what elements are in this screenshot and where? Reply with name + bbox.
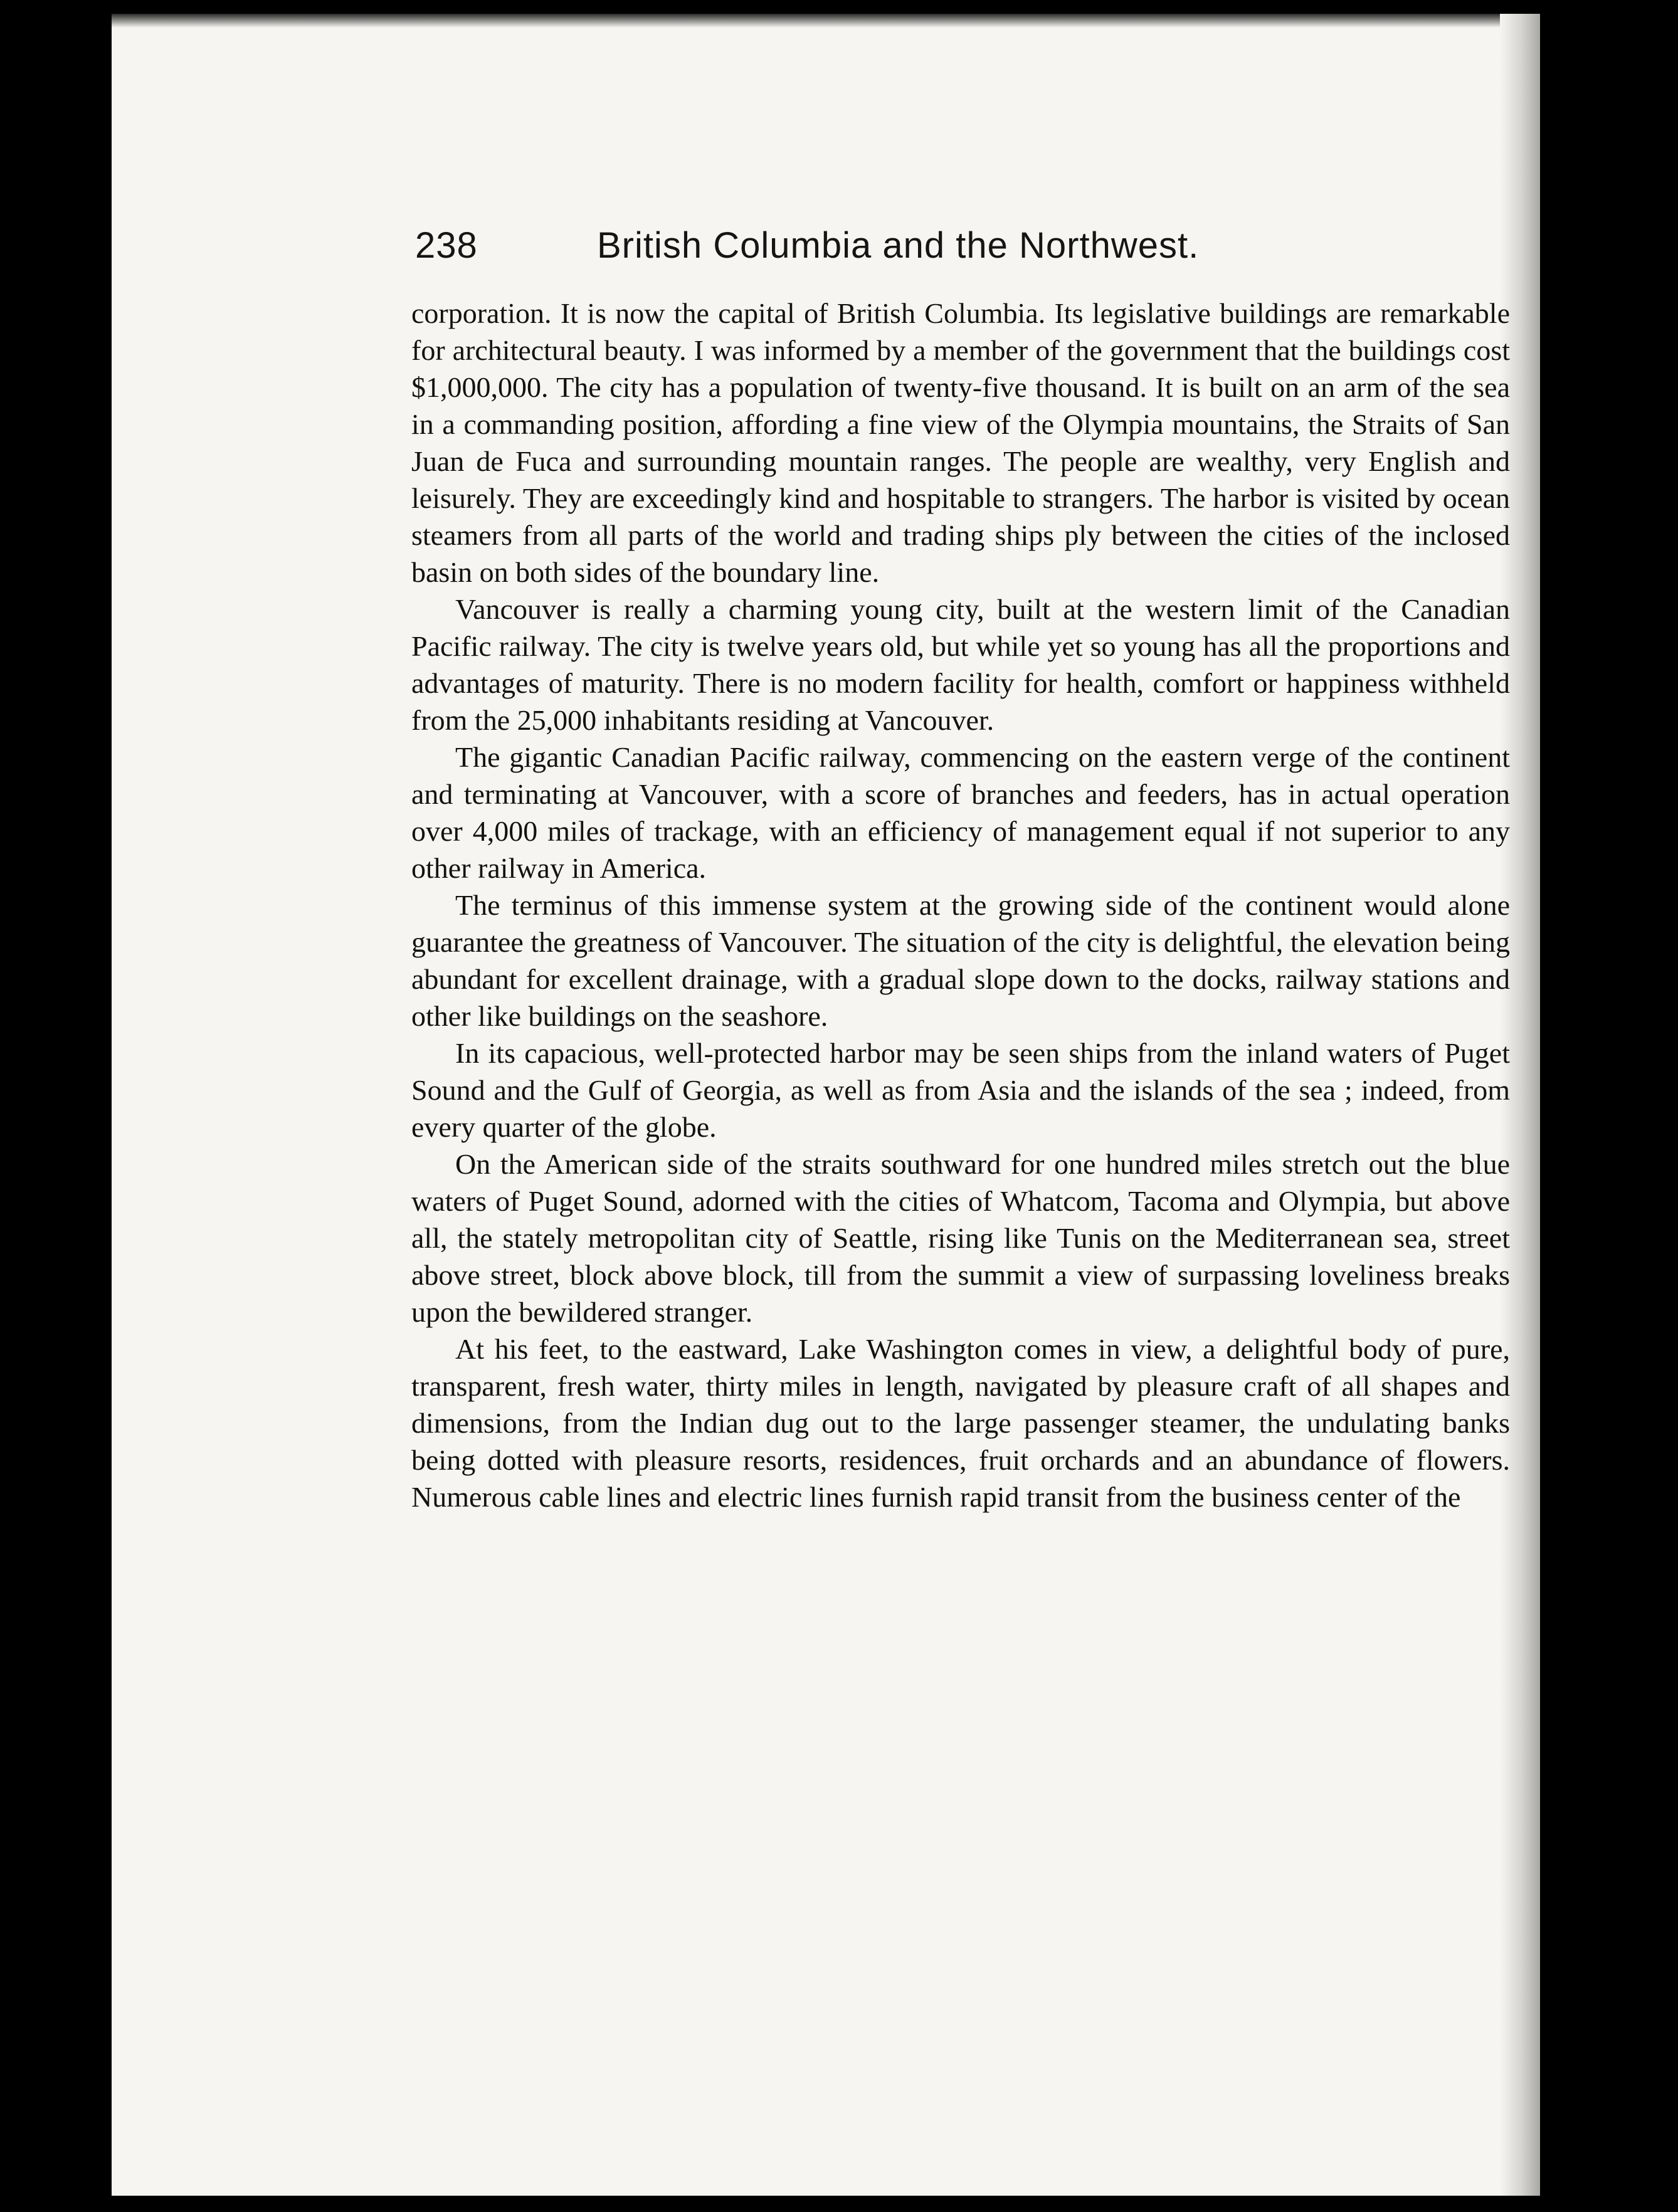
body-text xyxy=(411,295,1510,1925)
paragraph: corporation. It is now the capital of British Columbia. Its legislative buildings are remarkable for architectural beauty. I was informed by a member of the government that the buildings cost $1,000,000. The city has a population of twenty-five thousand. It is built on an arm of the sea in a commanding position, affording a fine view of the Olympia mountains, the Straits of San Juan de Fuca and surrounding mountain ranges. The people are wealthy, very English and leisurely. They are exceedingly kind and hospitable to strangers. The harbor is visited by ocean steamers from all parts of the world and trading ships ply between the cities of the inclosed basin on both sides of the boundary line. xyxy=(411,297,1510,588)
scan-left-margin xyxy=(0,0,112,2212)
paragraph: The terminus of this immense system at the growing side of the continent would alone guarantee the greatness of Vancouver. The situation of the city is delightful, the elevation being abundant for excellent drainage, with a gradual slope down to the docks, railway stations and other like buildings on the seashore. xyxy=(411,889,1510,1032)
paragraph: In its capacious, well-protected harbor may be seen ships from the inland waters of Puget Sound and the Gulf of Georgia, as well as from Asia and the islands of the sea ; indeed, from every quarter of the globe. xyxy=(411,1037,1510,1143)
running-head xyxy=(415,224,1368,275)
book-page xyxy=(112,14,1540,2196)
paragraph: At his feet, to the eastward, Lake Washington comes in view, a delightful body of pure, transparent, fresh water, thirty miles in length, navigated by pleasure craft of all shapes and dimensions, from the Indian dug out to the large passenger steamer, the undulating banks being dotted with pleasure resorts, residences, fruit orchards and an abundance of flowers. Numerous cable lines and electric lines furnish rapid transit from the business center of the xyxy=(411,1333,1510,1513)
paragraph: Vancouver is really a charming young city, built at the western limit of the Canadian Pacific railway. The city is twelve years old, but while yet so young has all the proportions and advantages of maturity. There is no modern facility for health, comfort or happiness withheld from the 25,000 inhabitants residing at Vancouver. xyxy=(411,593,1510,736)
paragraph: The gigantic Canadian Pacific railway, commencing on the eastern verge of the continent and terminating at Vancouver, with a score of branches and feeders, has in actual operation over 4,000 miles of trackage, with an efficiency of management equal if not superior to any other railway in America. xyxy=(411,741,1510,884)
page-number: 238 xyxy=(415,225,478,266)
paragraph: On the American side of the straits southward for one hundred miles stretch out the blue waters of Puget Sound, adorned with the cities of Whatcom, Tacoma and Olympia, but above all, the stately metropolitan city of Seattle, rising like Tunis on the Mediterranean sea, street above street, block above block, till from the summit a view of surpassing loveliness breaks upon the bewildered stranger. xyxy=(411,1148,1510,1328)
page-top-shadow xyxy=(112,14,1540,28)
running-title: British Columbia and the Northwest. xyxy=(597,225,1200,266)
scan-right-margin xyxy=(1540,0,1678,2212)
